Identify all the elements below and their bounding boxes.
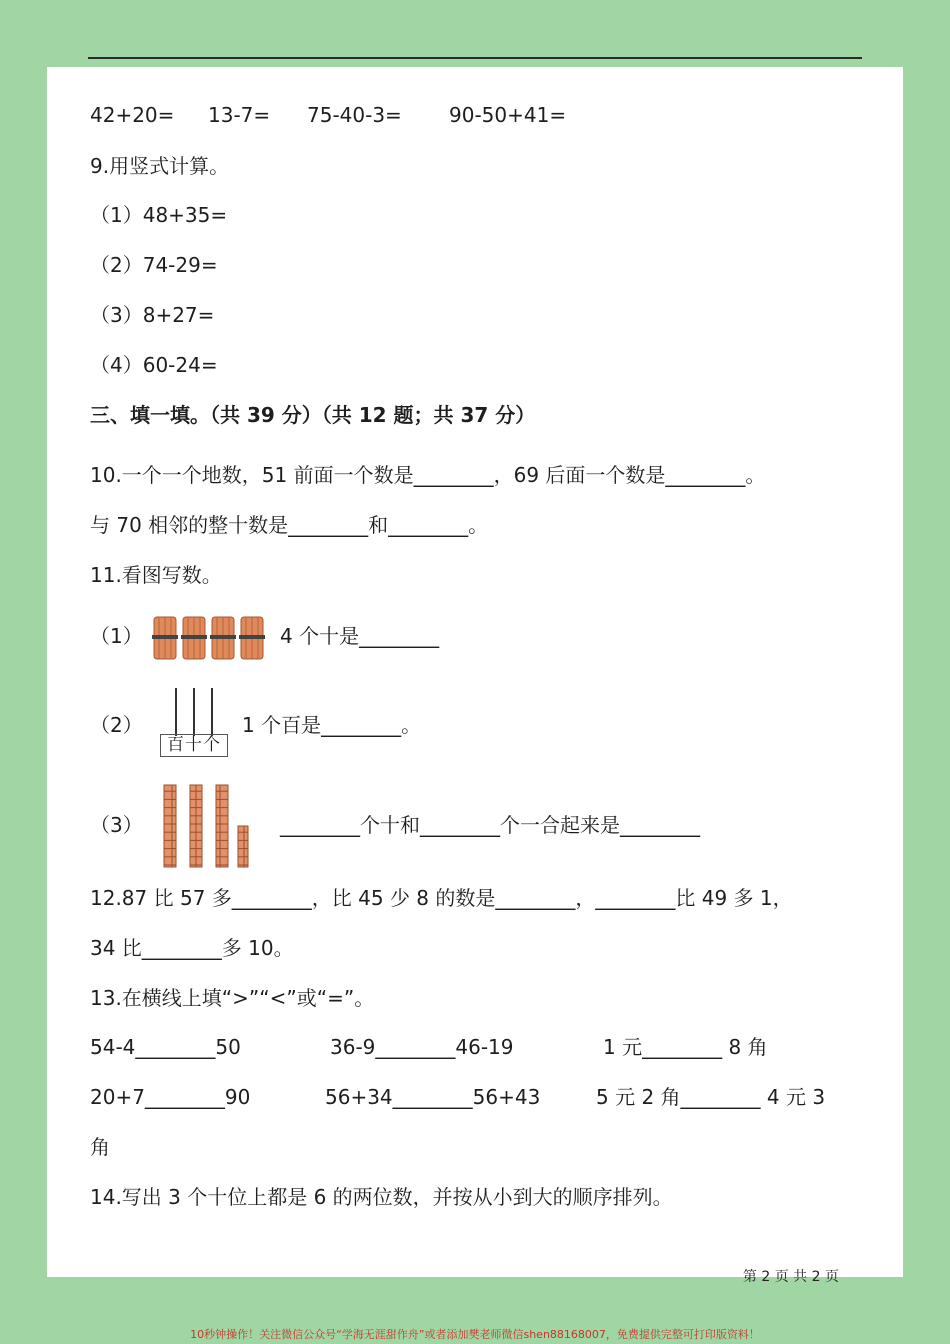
- q12-line-2: 34 比________多 10。: [90, 936, 294, 960]
- worksheet-page: [47, 67, 903, 1285]
- q11-p3-text: ________个十和________个一合起来是________: [280, 813, 700, 837]
- tens-blocks-image: [160, 783, 252, 869]
- q14-title: 14.写出 3 个十位上都是 6 的两位数，并按从小到大的顺序排列。: [90, 1185, 673, 1209]
- q10-line-2: 与 70 相邻的整十数是________和________。: [90, 513, 489, 537]
- q13-row-2: [90, 1084, 825, 1110]
- q13-item: 36-9________46-19: [330, 1035, 514, 1059]
- q9-item-4: （4）60-24=: [90, 353, 218, 377]
- section-3-heading: 三、填一填。（共 39 分）（共 12 题；共 37 分）: [90, 403, 536, 427]
- q9-item-2: （2）74-29=: [90, 253, 218, 277]
- q9-item-3: （3）8+27=: [90, 303, 215, 327]
- q11-p3-label: （3）: [90, 813, 143, 837]
- q9-title: 9.用竖式计算。: [90, 154, 230, 178]
- calc-item: 42+20=: [90, 103, 175, 127]
- q13-row-3: 角: [90, 1135, 110, 1159]
- q11-p2-text: 1 个百是________。: [242, 713, 422, 737]
- calc-item: 90-50+41=: [449, 103, 567, 127]
- q9-item-1: （1）48+35=: [90, 203, 228, 227]
- q13-item: 56+34________56+43: [325, 1085, 541, 1109]
- q11-p1-text: 4 个十是________: [280, 624, 440, 648]
- q11-p1-label: （1）: [90, 624, 143, 648]
- stick-bundles-image: [152, 613, 272, 663]
- page-number: 第 2 页 共 2 页: [742, 1269, 839, 1285]
- bottom-promo-note: 10秒钟操作！关注微信公众号“学海无涯甜作舟”或者添加樊老师微信shen88168007，免费提供完整可打印版资料！: [190, 1328, 760, 1341]
- q13-item: 20+7________90: [90, 1085, 251, 1109]
- q11-title: 11.看图写数。: [90, 563, 222, 587]
- abacus-rods: [158, 686, 230, 738]
- q10-line-1: 10.一个一个地数，51 前面一个数是________，69 后面一个数是________。: [90, 463, 766, 487]
- q12-line-1: 12.87 比 57 多________，比 45 少 8 的数是________，________比 49 多 1，: [90, 886, 793, 910]
- q13-title: 13.在横线上填“>”“<”或“=”。: [90, 986, 375, 1010]
- abacus-image: [158, 686, 230, 758]
- calc-row: [90, 102, 566, 128]
- top-rule: [88, 57, 862, 59]
- q13-item: 1 元________ 8 角: [603, 1035, 768, 1059]
- abacus-place-labels: 百十个: [160, 734, 228, 757]
- q13-item: 54-4________50: [90, 1035, 241, 1059]
- q13-row-1: [90, 1034, 768, 1060]
- calc-item: 13-7=: [208, 103, 271, 127]
- q13-item: 5 元 2 角________ 4 元 3: [596, 1085, 826, 1109]
- q11-p2-label: （2）: [90, 713, 143, 737]
- calc-item: 75-40-3=: [307, 103, 402, 127]
